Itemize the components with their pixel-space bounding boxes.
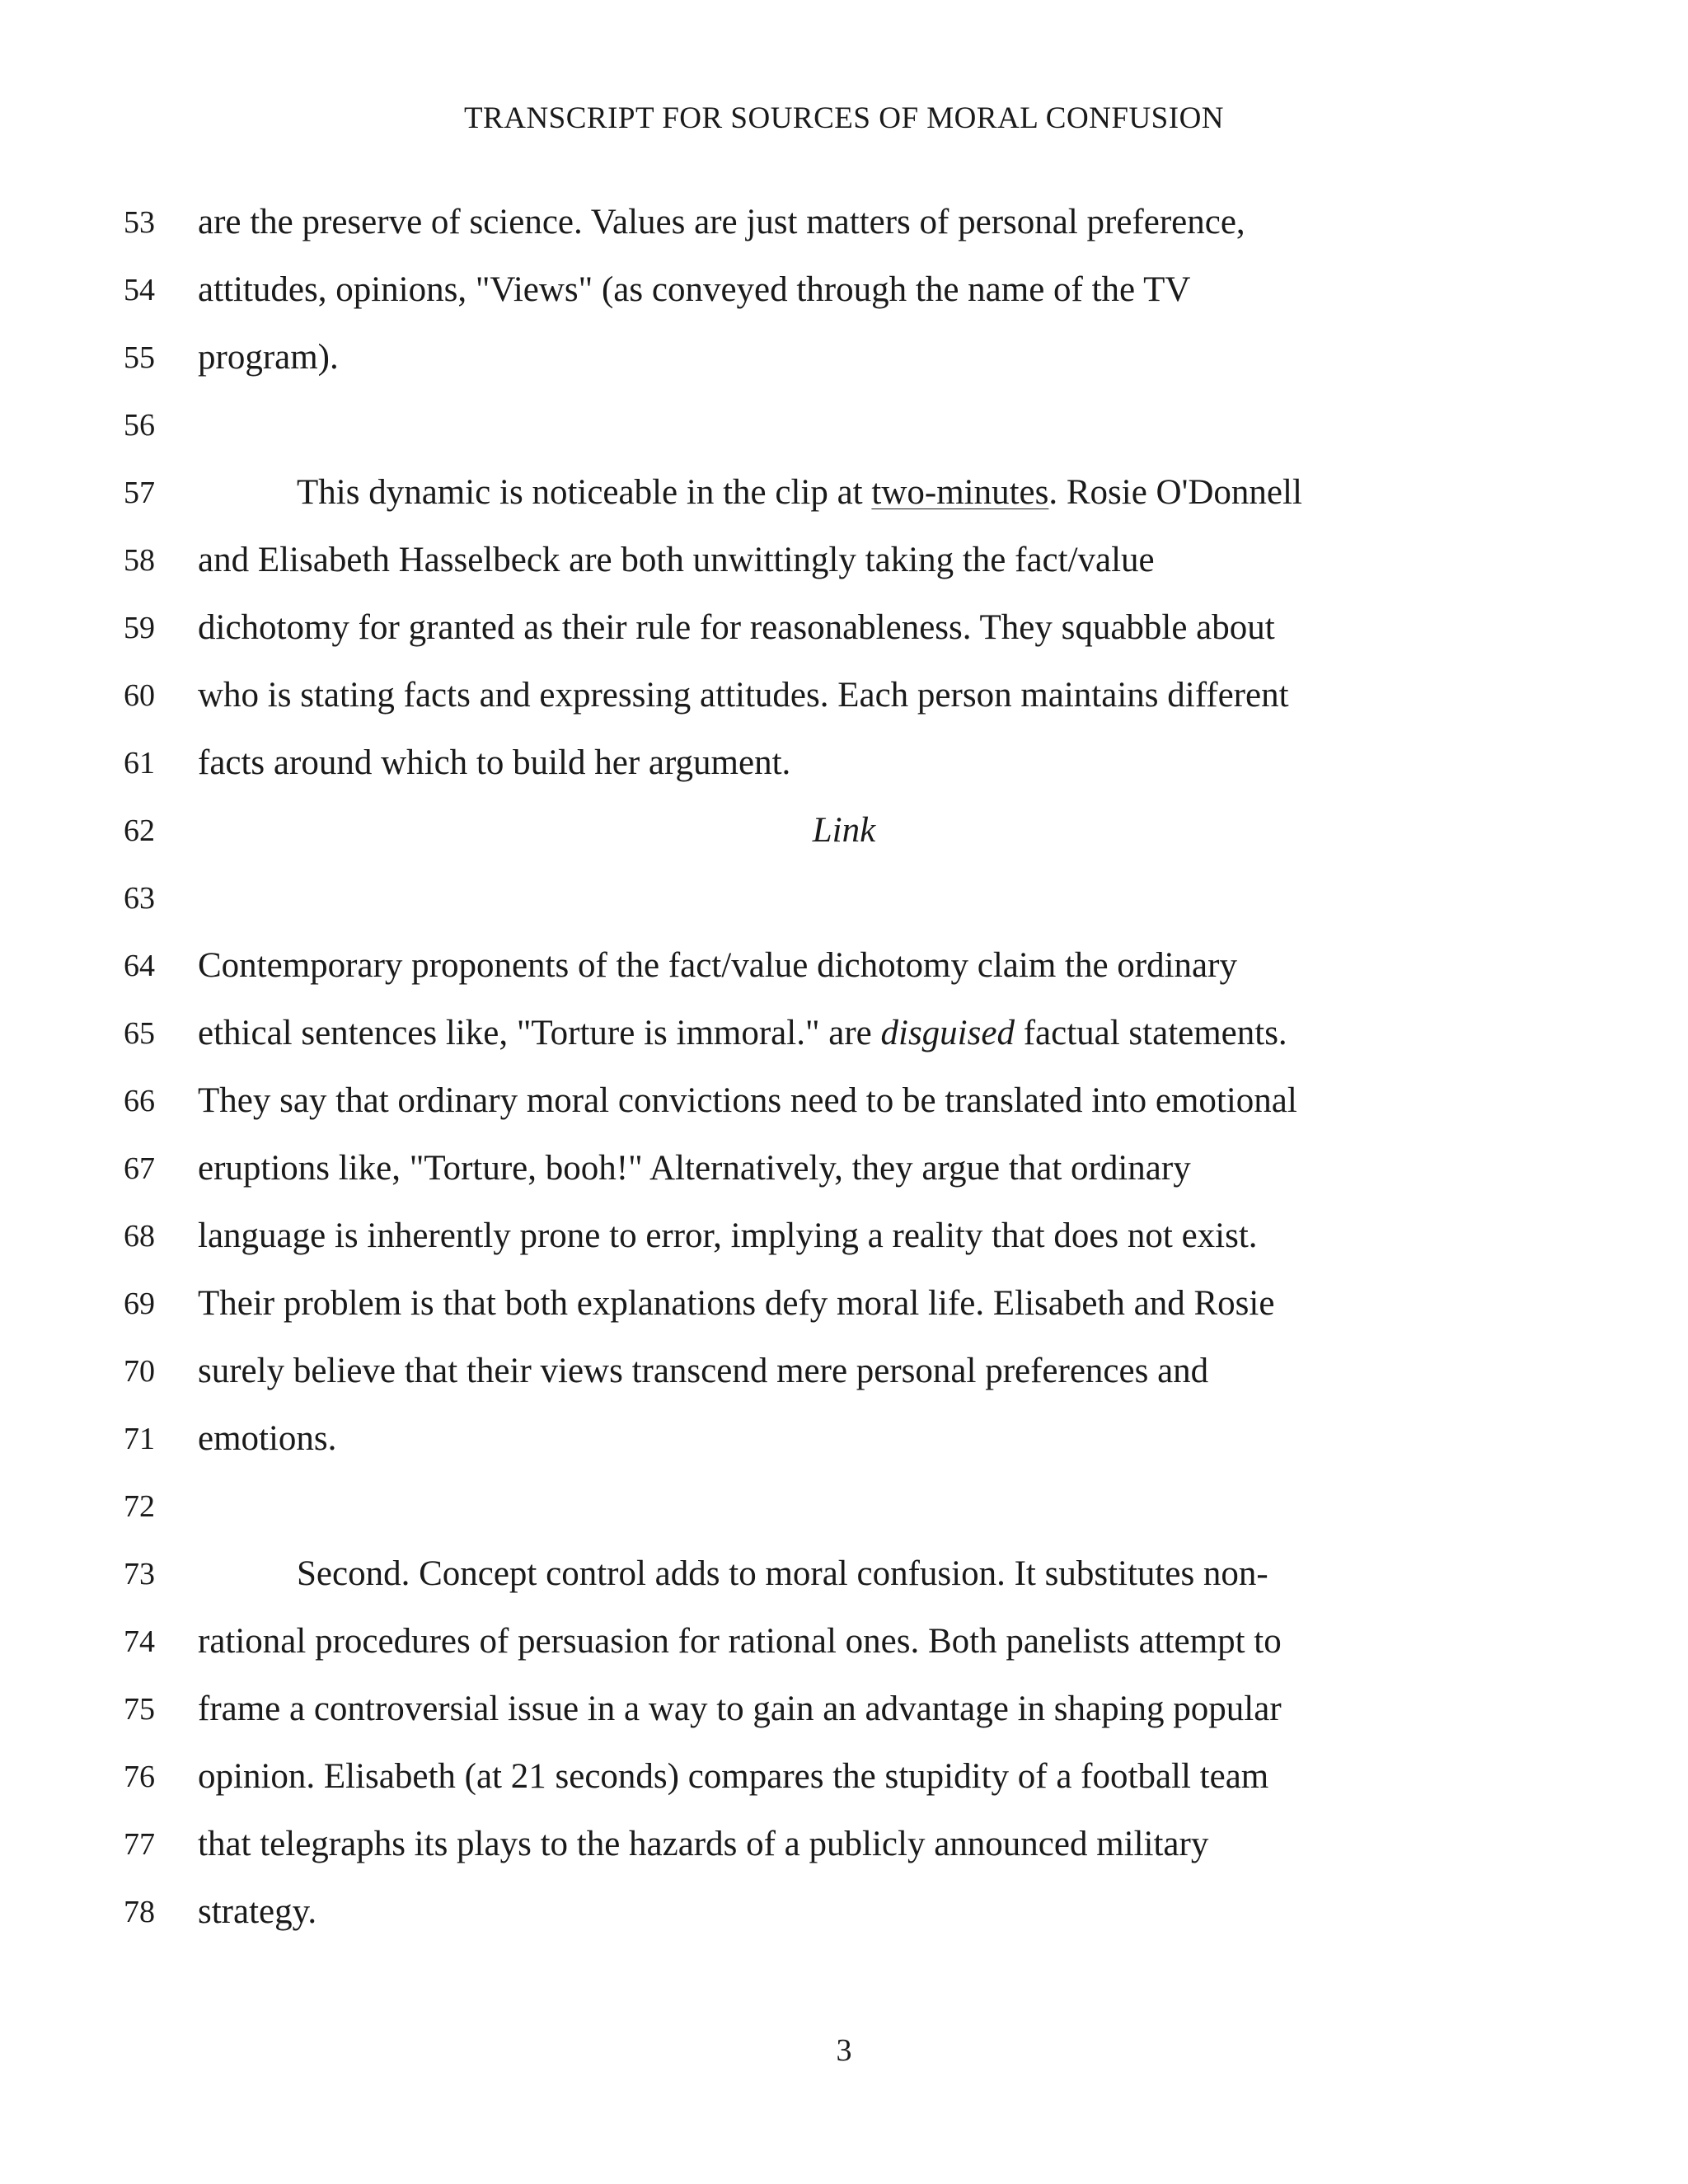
link-label[interactable]: Link (812, 811, 876, 850)
text-line (0, 662, 1688, 729)
text-line (0, 391, 1688, 459)
text-line (0, 1608, 1688, 1675)
text-line (0, 1811, 1688, 1878)
line-number: 68 (124, 1219, 155, 1254)
line-text: strategy. (198, 1892, 317, 1931)
line-number: 56 (124, 408, 155, 443)
text-line (0, 594, 1688, 662)
two-minutes-link[interactable]: two-minutes (871, 473, 1049, 512)
text-line (0, 797, 1688, 865)
line-number: 74 (124, 1624, 155, 1659)
text-line (0, 1135, 1688, 1202)
line-text: are the preserve of science. Values are just matters of personal preference, (198, 203, 1245, 241)
line-number: 78 (124, 1895, 155, 1929)
text-line (0, 1743, 1688, 1811)
line-number: 59 (124, 611, 155, 645)
line-text (198, 1000, 1498, 1067)
line-text: language is inherently prone to error, implying a reality that does not exist. (198, 1216, 1258, 1255)
page-number: 3 (836, 2033, 852, 2068)
line-text-segment: factual statements. (1014, 1014, 1287, 1052)
text-line (0, 1878, 1688, 1946)
page-header-title: TRANSCRIPT FOR SOURCES OF MORAL CONFUSION (463, 101, 1225, 135)
line-number: 66 (124, 1084, 155, 1118)
line-text: Their problem is that both explanations defy moral life. Elisabeth and Rosie (198, 1284, 1275, 1323)
line-text: opinion. Elisabeth (at 21 seconds) compares the stupidity of a football team (198, 1757, 1269, 1796)
line-text: attitudes, opinions, "Views" (as conveyed through the name of the TV (198, 270, 1191, 309)
line-text (297, 459, 1498, 527)
line-number: 64 (124, 949, 155, 983)
line-number: 76 (124, 1760, 155, 1794)
text-line (0, 1338, 1688, 1405)
line-text: program). (198, 338, 339, 377)
line-number: 63 (124, 881, 155, 916)
line-number: 67 (124, 1151, 155, 1186)
line-text-segment: ethical sentences like, "Torture is immoral." are (198, 1014, 881, 1052)
line-text: and Elisabeth Hasselbeck are both unwittingly taking the fact/value (198, 541, 1155, 579)
text-line (0, 1405, 1688, 1473)
line-text: surely believe that their views transcend mere personal preferences and (198, 1352, 1209, 1390)
line-number: 61 (124, 746, 155, 780)
line-number: 69 (124, 1286, 155, 1321)
line-number: 72 (124, 1489, 155, 1524)
text-line (0, 1270, 1688, 1338)
line-text: They say that ordinary moral convictions need to be translated into emotional (198, 1081, 1297, 1120)
text-line (0, 189, 1688, 256)
line-text: Contemporary proponents of the fact/value dichotomy claim the ordinary (198, 946, 1237, 985)
text-line (0, 459, 1688, 527)
line-text-segment: This dynamic is noticeable in the clip at (297, 473, 872, 512)
line-number: 73 (124, 1557, 155, 1591)
line-text: facts around which to build her argument. (198, 743, 791, 782)
line-text: eruptions like, "Torture, booh!" Alternatively, they argue that ordinary (198, 1149, 1191, 1188)
line-text: that telegraphs its plays to the hazards of a publicly announced military (198, 1825, 1209, 1863)
line-text: emotions. (198, 1419, 337, 1458)
text-line (0, 324, 1688, 391)
line-text: Second. Concept control adds to moral confusion. It substitutes non- (297, 1554, 1268, 1593)
line-number: 65 (124, 1016, 155, 1051)
text-line (0, 256, 1688, 324)
line-text: dichotomy for granted as their rule for reasonableness. They squabble about (198, 608, 1275, 647)
line-number: 71 (124, 1422, 155, 1456)
line-text: frame a controversial issue in a way to gain an advantage in shaping popular (198, 1690, 1282, 1728)
line-number: 60 (124, 678, 155, 713)
line-number: 58 (124, 543, 155, 578)
emphasis-text: disguised (880, 1014, 1015, 1052)
line-text: rational procedures of persuasion for rational ones. Both panelists attempt to (198, 1622, 1282, 1661)
line-number: 54 (124, 273, 155, 307)
line-text-segment: . Rosie O'Donnell (1048, 473, 1302, 512)
line-number: 75 (124, 1692, 155, 1727)
line-number: 62 (124, 813, 155, 848)
line-number: 70 (124, 1354, 155, 1389)
line-text: who is stating facts and expressing attitudes. Each person maintains different (198, 676, 1289, 715)
line-number: 57 (124, 476, 155, 510)
text-line (0, 932, 1688, 1000)
text-line (0, 1000, 1688, 1067)
text-line (0, 1675, 1688, 1743)
line-number: 53 (124, 205, 155, 240)
text-line (0, 729, 1688, 797)
text-line (0, 527, 1688, 594)
text-line (0, 865, 1688, 932)
line-number: 77 (124, 1827, 155, 1862)
text-line (0, 1540, 1688, 1608)
text-line (0, 1202, 1688, 1270)
text-line (0, 1473, 1688, 1540)
text-line (0, 1067, 1688, 1135)
line-number: 55 (124, 340, 155, 375)
